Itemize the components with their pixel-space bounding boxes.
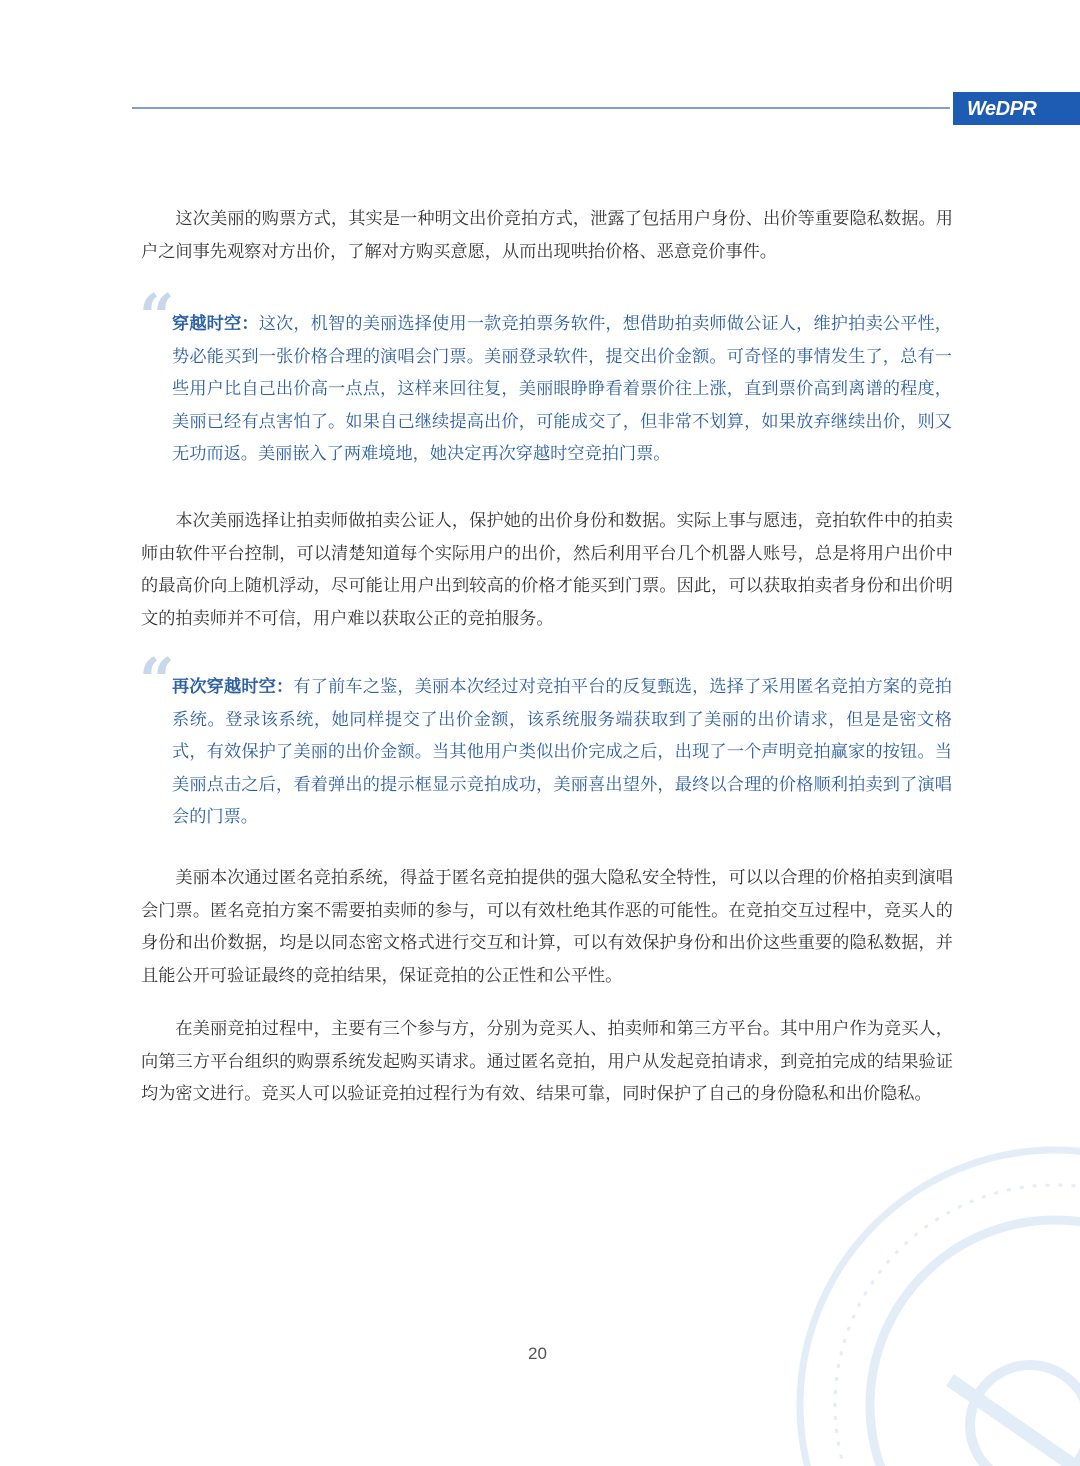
body-paragraph-1: 这次美丽的购票方式，其实是一种明文出价竞拍方式，泄露了包括用户身份、出价等重要隐私数据。用户之间事先观察对方出价，了解对方购买意愿，从而出现哄抬价格、恶意竞价事件。 bbox=[141, 209, 953, 262]
body-paragraph-2: 本次美丽选择让拍卖师做拍卖公证人，保护她的出价身份和数据。实际上事与愿违，竞拍软件中的拍卖师由软件平台控制，可以清楚知道每个实际用户的出价，然后利用平台几个机器人账号，总是将用户出价中的最高价向上随机浮动，尽可能让用户出到较高的价格才能买到门票。因此，可以获取拍卖者身份和出价明文的拍卖师并不可信，用户难以获取公正的竞拍服务。 bbox=[141, 511, 953, 629]
quote-label-2: 再次穿越时空： bbox=[172, 677, 294, 697]
brand-logo: WeDPR bbox=[967, 98, 1037, 120]
quote-body-2: 有了前车之鉴，美丽本次经过对竞拍平台的反复甄选，选择了采用匿名竞拍方案的竞拍系统。登录该系统，她同样提交了出价金额，该系统服务端获取到了美丽的出价请求，但是是密文格式，有效保护了美丽的出价金额。当其他用户类似出价完成之后，出现了一个声明竞拍赢家的按钮。当美丽点击之后，看着弹出的提示框显示竞拍成功，美丽喜出望外，最终以合理的价格顺利拍卖到了演唱会的门票。 bbox=[172, 677, 952, 827]
quote-label-1: 穿越时空： bbox=[172, 314, 259, 334]
quote-block-2 bbox=[172, 671, 952, 834]
body-paragraph-4: 在美丽竞拍过程中，主要有三个参与方，分别为竞买人、拍卖师和第三方平台。其中用户作为竞买人，向第三方平台组织的购票系统发起购买请求。通过匿名竞拍，用户从发起竞拍请求，到竞拍完成的结果验证均为密文进行。竞买人可以验证竞拍过程行为有效、结果可靠，同时保护了自己的身份隐私和出价隐私。 bbox=[141, 1019, 953, 1104]
quote-block-1 bbox=[172, 308, 952, 471]
header-rule bbox=[132, 107, 950, 109]
quote-mark-icon: “ bbox=[139, 644, 175, 717]
quote-mark-icon: “ bbox=[139, 280, 175, 353]
body-paragraph-3: 美丽本次通过匿名竞拍系统，得益于匿名竞拍提供的强大隐私安全特性，可以以合理的价格拍卖到演唱会门票。匿名竞拍方案不需要拍卖师的参与，可以有效杜绝其作恶的可能性。在竞拍交互过程中，竞买人的身份和出价数据，均是以同态密文格式进行交互和计算，可以有效保护身份和出价这些重要的隐私数据，并且能公开可验证最终的竞拍结果，保证竞拍的公正性和公平性。 bbox=[141, 868, 953, 986]
page-number: 20 bbox=[528, 1344, 547, 1363]
quote-body-1: 这次，机智的美丽选择使用一款竞拍票务软件，想借助拍卖师做公证人，维护拍卖公平性，势必能买到一张价格合理的演唱会门票。美丽登录软件，提交出价金额。可奇怪的事情发生了，总有一些用户比自己出价高一点点，这样来回往复，美丽眼睁睁看着票价往上涨，直到票价高到离谱的程度，美丽已经有点害怕了。如果自己继续提高出价，可能成交了，但非常不划算，如果放弃继续出价，则又无功而返。美丽嵌入了两难境地，她决定再次穿越时空竞拍门票。 bbox=[172, 314, 952, 464]
